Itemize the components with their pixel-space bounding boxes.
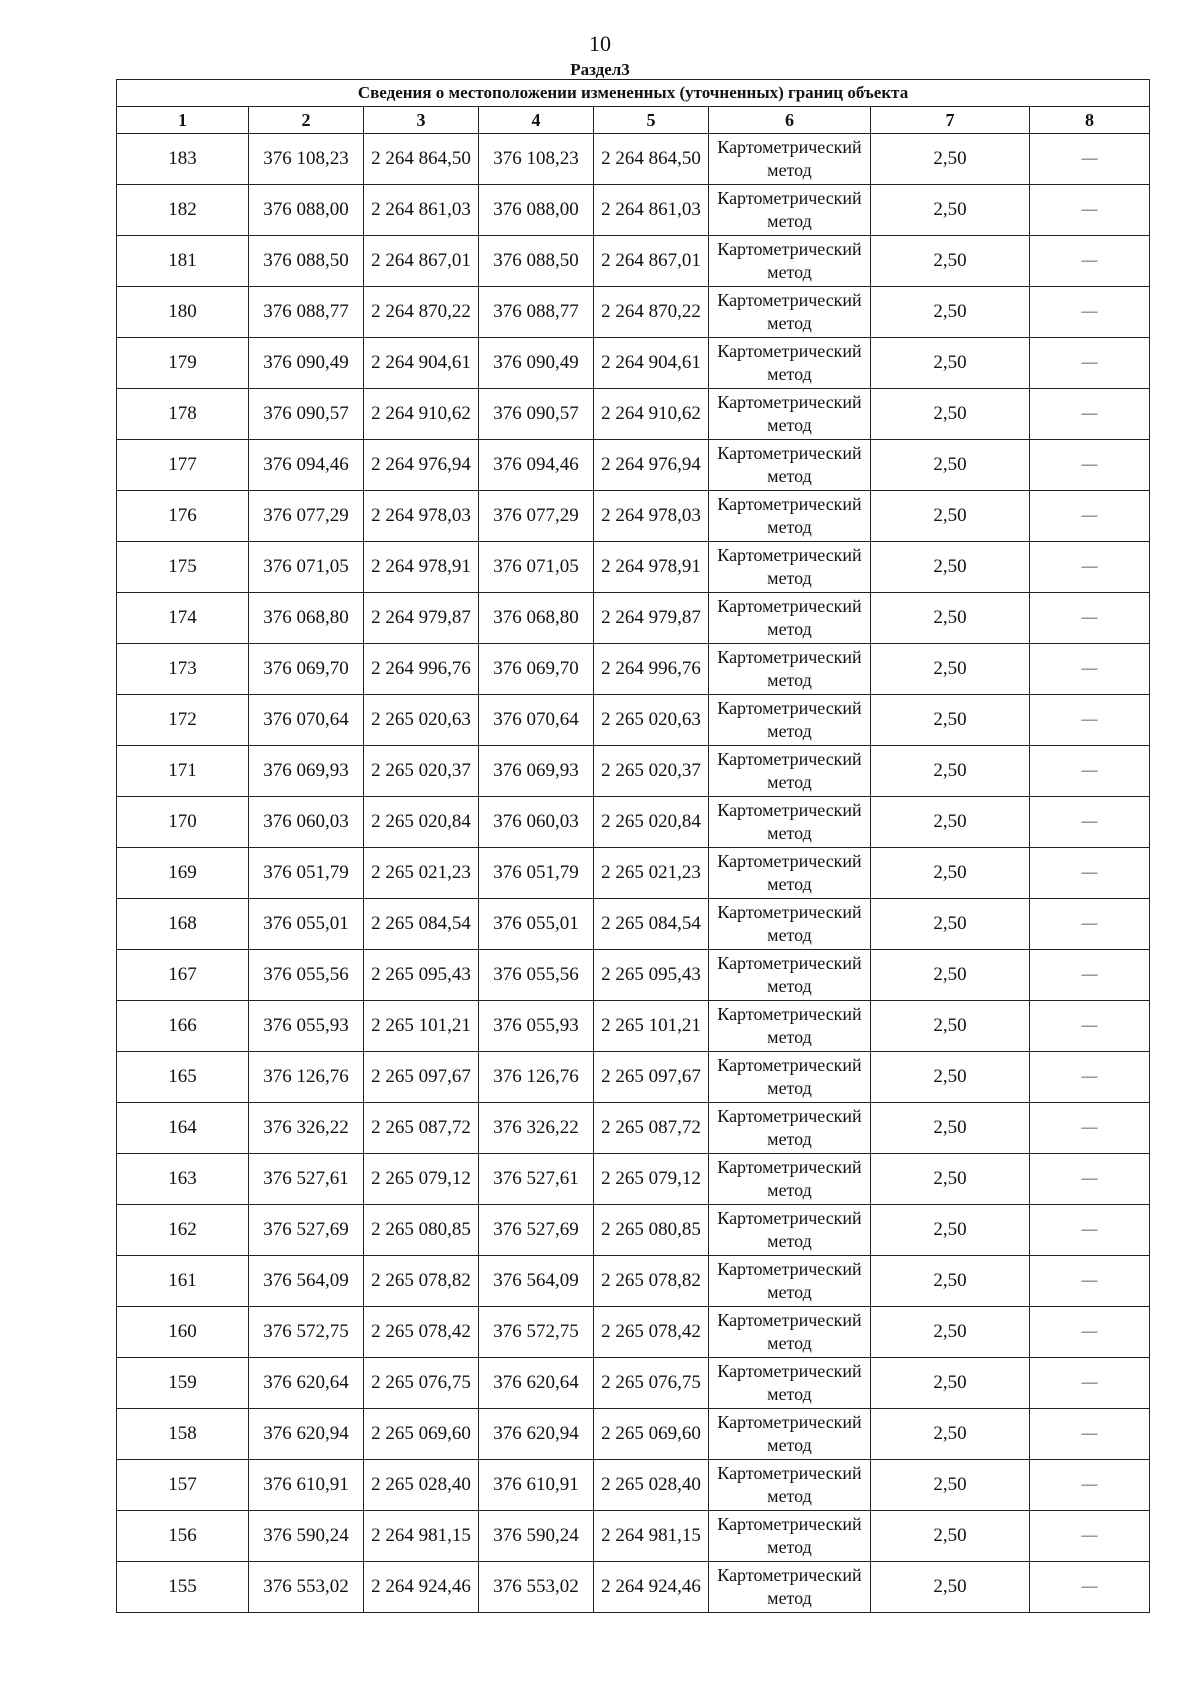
x-old-cell: 376 071,05 — [249, 542, 364, 593]
description-cell: — — [1030, 695, 1150, 746]
accuracy-cell: 2,50 — [871, 1358, 1030, 1409]
page-number: 10 — [589, 31, 611, 56]
y-new-cell: 2 265 020,84 — [594, 797, 709, 848]
y-old-cell: 2 264 910,62 — [364, 389, 479, 440]
point-number-cell: 167 — [117, 950, 249, 1001]
method-cell: Картометрический метод — [709, 287, 871, 338]
x-old-cell: 376 527,61 — [249, 1154, 364, 1205]
y-new-cell: 2 264 910,62 — [594, 389, 709, 440]
description-cell: — — [1030, 899, 1150, 950]
point-number-cell: 170 — [117, 797, 249, 848]
accuracy-cell: 2,50 — [871, 1460, 1030, 1511]
y-old-cell: 2 265 020,37 — [364, 746, 479, 797]
accuracy-cell: 2,50 — [871, 1307, 1030, 1358]
point-number-cell: 181 — [117, 236, 249, 287]
y-old-cell: 2 264 924,46 — [364, 1562, 479, 1613]
y-old-cell: 2 265 084,54 — [364, 899, 479, 950]
description-cell: — — [1030, 1409, 1150, 1460]
x-new-cell: 376 090,49 — [479, 338, 594, 389]
y-new-cell: 2 265 021,23 — [594, 848, 709, 899]
x-old-cell: 376 069,93 — [249, 746, 364, 797]
description-cell: — — [1030, 1307, 1150, 1358]
x-new-cell: 376 590,24 — [479, 1511, 594, 1562]
table-row — [117, 1001, 1150, 1052]
point-number-cell: 164 — [117, 1103, 249, 1154]
method-cell: Картометрический метод — [709, 1409, 871, 1460]
x-old-cell: 376 051,79 — [249, 848, 364, 899]
x-old-cell: 376 055,01 — [249, 899, 364, 950]
method-cell: Картометрический метод — [709, 1052, 871, 1103]
method-cell: Картометрический метод — [709, 236, 871, 287]
description-cell: — — [1030, 1154, 1150, 1205]
x-new-cell: 376 620,64 — [479, 1358, 594, 1409]
x-new-cell: 376 068,80 — [479, 593, 594, 644]
y-new-cell: 2 264 861,03 — [594, 185, 709, 236]
x-old-cell: 376 055,56 — [249, 950, 364, 1001]
y-new-cell: 2 264 864,50 — [594, 134, 709, 185]
table-row — [117, 236, 1150, 287]
description-cell: — — [1030, 491, 1150, 542]
method-cell: Картометрический метод — [709, 1103, 871, 1154]
description-cell: — — [1030, 440, 1150, 491]
accuracy-cell: 2,50 — [871, 848, 1030, 899]
table-row — [117, 899, 1150, 950]
column-number: 4 — [479, 107, 594, 134]
y-old-cell: 2 265 087,72 — [364, 1103, 479, 1154]
table-row — [117, 695, 1150, 746]
description-cell: — — [1030, 1205, 1150, 1256]
table-row — [117, 287, 1150, 338]
accuracy-cell: 2,50 — [871, 542, 1030, 593]
x-new-cell: 376 527,61 — [479, 1154, 594, 1205]
y-old-cell: 2 265 078,82 — [364, 1256, 479, 1307]
description-cell: — — [1030, 1562, 1150, 1613]
description-cell: — — [1030, 1358, 1150, 1409]
y-new-cell: 2 264 996,76 — [594, 644, 709, 695]
description-cell: — — [1030, 134, 1150, 185]
method-cell: Картометрический метод — [709, 899, 871, 950]
y-new-cell: 2 265 078,42 — [594, 1307, 709, 1358]
description-cell: — — [1030, 1052, 1150, 1103]
point-number-cell: 169 — [117, 848, 249, 899]
accuracy-cell: 2,50 — [871, 440, 1030, 491]
x-old-cell: 376 108,23 — [249, 134, 364, 185]
method-cell: Картометрический метод — [709, 542, 871, 593]
table-body — [117, 134, 1150, 1613]
description-cell: — — [1030, 593, 1150, 644]
description-cell: — — [1030, 1001, 1150, 1052]
table-row — [117, 644, 1150, 695]
table-row — [117, 1103, 1150, 1154]
point-number-cell: 161 — [117, 1256, 249, 1307]
y-new-cell: 2 265 079,12 — [594, 1154, 709, 1205]
y-old-cell: 2 265 080,85 — [364, 1205, 479, 1256]
accuracy-cell: 2,50 — [871, 1562, 1030, 1613]
x-new-cell: 376 094,46 — [479, 440, 594, 491]
y-new-cell: 2 265 101,21 — [594, 1001, 709, 1052]
accuracy-cell: 2,50 — [871, 1511, 1030, 1562]
accuracy-cell: 2,50 — [871, 338, 1030, 389]
table-row — [117, 593, 1150, 644]
y-new-cell: 2 265 020,63 — [594, 695, 709, 746]
x-new-cell: 376 620,94 — [479, 1409, 594, 1460]
table-row — [117, 1409, 1150, 1460]
point-number-cell: 168 — [117, 899, 249, 950]
method-cell: Картометрический метод — [709, 338, 871, 389]
point-number-cell: 173 — [117, 644, 249, 695]
method-cell: Картометрический метод — [709, 1562, 871, 1613]
method-cell: Картометрический метод — [709, 950, 871, 1001]
point-number-cell: 160 — [117, 1307, 249, 1358]
x-new-cell: 376 051,79 — [479, 848, 594, 899]
table-row — [117, 1154, 1150, 1205]
table-row — [117, 1358, 1150, 1409]
description-cell: — — [1030, 848, 1150, 899]
point-number-cell: 171 — [117, 746, 249, 797]
method-cell: Картометрический метод — [709, 797, 871, 848]
column-number: 6 — [709, 107, 871, 134]
table-row — [117, 440, 1150, 491]
y-new-cell: 2 265 080,85 — [594, 1205, 709, 1256]
y-old-cell: 2 265 079,12 — [364, 1154, 479, 1205]
y-old-cell: 2 265 097,67 — [364, 1052, 479, 1103]
point-number-cell: 172 — [117, 695, 249, 746]
x-old-cell: 376 094,46 — [249, 440, 364, 491]
method-cell: Картометрический метод — [709, 1358, 871, 1409]
description-cell: — — [1030, 1511, 1150, 1562]
x-new-cell: 376 326,22 — [479, 1103, 594, 1154]
boundary-coordinates-table — [116, 79, 1150, 1613]
y-old-cell: 2 265 101,21 — [364, 1001, 479, 1052]
x-new-cell: 376 088,77 — [479, 287, 594, 338]
column-number: 2 — [249, 107, 364, 134]
y-new-cell: 2 264 978,03 — [594, 491, 709, 542]
y-new-cell: 2 264 978,91 — [594, 542, 709, 593]
method-cell: Картометрический метод — [709, 1205, 871, 1256]
description-cell: — — [1030, 746, 1150, 797]
x-new-cell: 376 055,56 — [479, 950, 594, 1001]
method-cell: Картометрический метод — [709, 644, 871, 695]
method-cell: Картометрический метод — [709, 1001, 871, 1052]
column-number-row — [117, 107, 1150, 134]
accuracy-cell: 2,50 — [871, 134, 1030, 185]
description-cell: — — [1030, 389, 1150, 440]
method-cell: Картометрический метод — [709, 1511, 871, 1562]
section-title: Раздел3 — [570, 60, 630, 79]
accuracy-cell: 2,50 — [871, 746, 1030, 797]
y-new-cell: 2 265 087,72 — [594, 1103, 709, 1154]
x-old-cell: 376 620,64 — [249, 1358, 364, 1409]
accuracy-cell: 2,50 — [871, 1001, 1030, 1052]
column-number: 7 — [871, 107, 1030, 134]
point-number-cell: 158 — [117, 1409, 249, 1460]
x-new-cell: 376 069,93 — [479, 746, 594, 797]
y-new-cell: 2 264 979,87 — [594, 593, 709, 644]
y-old-cell: 2 264 861,03 — [364, 185, 479, 236]
x-new-cell: 376 055,93 — [479, 1001, 594, 1052]
y-new-cell: 2 264 981,15 — [594, 1511, 709, 1562]
description-cell: — — [1030, 1103, 1150, 1154]
point-number-cell: 165 — [117, 1052, 249, 1103]
x-old-cell: 376 090,57 — [249, 389, 364, 440]
accuracy-cell: 2,50 — [871, 287, 1030, 338]
method-cell: Картометрический метод — [709, 848, 871, 899]
accuracy-cell: 2,50 — [871, 644, 1030, 695]
table-row — [117, 1511, 1150, 1562]
table-row — [117, 542, 1150, 593]
accuracy-cell: 2,50 — [871, 1052, 1030, 1103]
y-new-cell: 2 265 078,82 — [594, 1256, 709, 1307]
point-number-cell: 159 — [117, 1358, 249, 1409]
y-new-cell: 2 265 095,43 — [594, 950, 709, 1001]
x-new-cell: 376 108,23 — [479, 134, 594, 185]
table-row — [117, 338, 1150, 389]
description-cell: — — [1030, 644, 1150, 695]
y-old-cell: 2 265 095,43 — [364, 950, 479, 1001]
method-cell: Картометрический метод — [709, 1460, 871, 1511]
x-old-cell: 376 090,49 — [249, 338, 364, 389]
accuracy-cell: 2,50 — [871, 797, 1030, 848]
accuracy-cell: 2,50 — [871, 389, 1030, 440]
method-cell: Картометрический метод — [709, 134, 871, 185]
y-new-cell: 2 265 020,37 — [594, 746, 709, 797]
table-caption: Сведения о местоположении измененных (уточненных) границ объекта — [117, 80, 1150, 107]
column-number: 3 — [364, 107, 479, 134]
point-number-cell: 178 — [117, 389, 249, 440]
y-new-cell: 2 265 028,40 — [594, 1460, 709, 1511]
accuracy-cell: 2,50 — [871, 695, 1030, 746]
y-old-cell: 2 264 981,15 — [364, 1511, 479, 1562]
y-new-cell: 2 264 976,94 — [594, 440, 709, 491]
table-row — [117, 1205, 1150, 1256]
method-cell: Картометрический метод — [709, 185, 871, 236]
x-old-cell: 376 126,76 — [249, 1052, 364, 1103]
point-number-cell: 176 — [117, 491, 249, 542]
y-old-cell: 2 264 976,94 — [364, 440, 479, 491]
x-new-cell: 376 090,57 — [479, 389, 594, 440]
x-old-cell: 376 610,91 — [249, 1460, 364, 1511]
y-old-cell: 2 264 979,87 — [364, 593, 479, 644]
table-row — [117, 491, 1150, 542]
y-old-cell: 2 265 028,40 — [364, 1460, 479, 1511]
y-new-cell: 2 264 924,46 — [594, 1562, 709, 1613]
x-old-cell: 376 572,75 — [249, 1307, 364, 1358]
y-old-cell: 2 265 021,23 — [364, 848, 479, 899]
table-row — [117, 134, 1150, 185]
accuracy-cell: 2,50 — [871, 950, 1030, 1001]
y-old-cell: 2 265 069,60 — [364, 1409, 479, 1460]
description-cell: — — [1030, 1256, 1150, 1307]
point-number-cell: 182 — [117, 185, 249, 236]
accuracy-cell: 2,50 — [871, 185, 1030, 236]
point-number-cell: 183 — [117, 134, 249, 185]
x-new-cell: 376 572,75 — [479, 1307, 594, 1358]
method-cell: Картометрический метод — [709, 1256, 871, 1307]
x-new-cell: 376 564,09 — [479, 1256, 594, 1307]
x-old-cell: 376 620,94 — [249, 1409, 364, 1460]
accuracy-cell: 2,50 — [871, 236, 1030, 287]
y-old-cell: 2 264 867,01 — [364, 236, 479, 287]
table-row — [117, 848, 1150, 899]
y-old-cell: 2 264 870,22 — [364, 287, 479, 338]
column-number: 8 — [1030, 107, 1150, 134]
accuracy-cell: 2,50 — [871, 1409, 1030, 1460]
accuracy-cell: 2,50 — [871, 593, 1030, 644]
y-old-cell: 2 265 076,75 — [364, 1358, 479, 1409]
x-new-cell: 376 055,01 — [479, 899, 594, 950]
y-old-cell: 2 264 904,61 — [364, 338, 479, 389]
table-row — [117, 389, 1150, 440]
x-new-cell: 376 077,29 — [479, 491, 594, 542]
description-cell: — — [1030, 1460, 1150, 1511]
x-new-cell: 376 610,91 — [479, 1460, 594, 1511]
y-new-cell: 2 265 097,67 — [594, 1052, 709, 1103]
x-old-cell: 376 077,29 — [249, 491, 364, 542]
point-number-cell: 174 — [117, 593, 249, 644]
x-new-cell: 376 527,69 — [479, 1205, 594, 1256]
method-cell: Картометрический метод — [709, 1154, 871, 1205]
x-new-cell: 376 060,03 — [479, 797, 594, 848]
description-cell: — — [1030, 185, 1150, 236]
point-number-cell: 180 — [117, 287, 249, 338]
x-old-cell: 376 564,09 — [249, 1256, 364, 1307]
y-old-cell: 2 265 078,42 — [364, 1307, 479, 1358]
x-old-cell: 376 068,80 — [249, 593, 364, 644]
table-row — [117, 1256, 1150, 1307]
x-new-cell: 376 126,76 — [479, 1052, 594, 1103]
x-new-cell: 376 069,70 — [479, 644, 594, 695]
x-old-cell: 376 060,03 — [249, 797, 364, 848]
accuracy-cell: 2,50 — [871, 1205, 1030, 1256]
y-new-cell: 2 265 069,60 — [594, 1409, 709, 1460]
method-cell: Картометрический метод — [709, 440, 871, 491]
point-number-cell: 156 — [117, 1511, 249, 1562]
accuracy-cell: 2,50 — [871, 1103, 1030, 1154]
point-number-cell: 166 — [117, 1001, 249, 1052]
y-old-cell: 2 265 020,63 — [364, 695, 479, 746]
y-new-cell: 2 264 904,61 — [594, 338, 709, 389]
x-old-cell: 376 088,00 — [249, 185, 364, 236]
method-cell: Картометрический метод — [709, 746, 871, 797]
method-cell: Картометрический метод — [709, 593, 871, 644]
y-old-cell: 2 264 996,76 — [364, 644, 479, 695]
accuracy-cell: 2,50 — [871, 1154, 1030, 1205]
point-number-cell: 175 — [117, 542, 249, 593]
description-cell: — — [1030, 236, 1150, 287]
table-row — [117, 950, 1150, 1001]
x-new-cell: 376 071,05 — [479, 542, 594, 593]
description-cell: — — [1030, 950, 1150, 1001]
description-cell: — — [1030, 797, 1150, 848]
method-cell: Картометрический метод — [709, 1307, 871, 1358]
description-cell: — — [1030, 542, 1150, 593]
point-number-cell: 155 — [117, 1562, 249, 1613]
y-old-cell: 2 264 864,50 — [364, 134, 479, 185]
x-old-cell: 376 088,77 — [249, 287, 364, 338]
x-new-cell: 376 553,02 — [479, 1562, 594, 1613]
column-number: 5 — [594, 107, 709, 134]
point-number-cell: 157 — [117, 1460, 249, 1511]
x-new-cell: 376 088,00 — [479, 185, 594, 236]
description-cell: — — [1030, 287, 1150, 338]
x-old-cell: 376 553,02 — [249, 1562, 364, 1613]
point-number-cell: 162 — [117, 1205, 249, 1256]
y-new-cell: 2 265 076,75 — [594, 1358, 709, 1409]
point-number-cell: 177 — [117, 440, 249, 491]
description-cell: — — [1030, 338, 1150, 389]
method-cell: Картометрический метод — [709, 389, 871, 440]
x-new-cell: 376 070,64 — [479, 695, 594, 746]
x-old-cell: 376 527,69 — [249, 1205, 364, 1256]
method-cell: Картометрический метод — [709, 491, 871, 542]
point-number-cell: 179 — [117, 338, 249, 389]
table-row — [117, 746, 1150, 797]
accuracy-cell: 2,50 — [871, 899, 1030, 950]
accuracy-cell: 2,50 — [871, 1256, 1030, 1307]
table-row — [117, 185, 1150, 236]
y-old-cell: 2 264 978,91 — [364, 542, 479, 593]
x-old-cell: 376 088,50 — [249, 236, 364, 287]
x-new-cell: 376 088,50 — [479, 236, 594, 287]
y-new-cell: 2 265 084,54 — [594, 899, 709, 950]
x-old-cell: 376 326,22 — [249, 1103, 364, 1154]
point-number-cell: 163 — [117, 1154, 249, 1205]
y-old-cell: 2 265 020,84 — [364, 797, 479, 848]
table-row — [117, 1562, 1150, 1613]
x-old-cell: 376 070,64 — [249, 695, 364, 746]
accuracy-cell: 2,50 — [871, 491, 1030, 542]
x-old-cell: 376 069,70 — [249, 644, 364, 695]
column-number: 1 — [117, 107, 249, 134]
table-row — [117, 797, 1150, 848]
y-new-cell: 2 264 867,01 — [594, 236, 709, 287]
y-new-cell: 2 264 870,22 — [594, 287, 709, 338]
table-row — [117, 1460, 1150, 1511]
method-cell: Картометрический метод — [709, 695, 871, 746]
x-old-cell: 376 055,93 — [249, 1001, 364, 1052]
table-row — [117, 1052, 1150, 1103]
table-row — [117, 1307, 1150, 1358]
x-old-cell: 376 590,24 — [249, 1511, 364, 1562]
y-old-cell: 2 264 978,03 — [364, 491, 479, 542]
